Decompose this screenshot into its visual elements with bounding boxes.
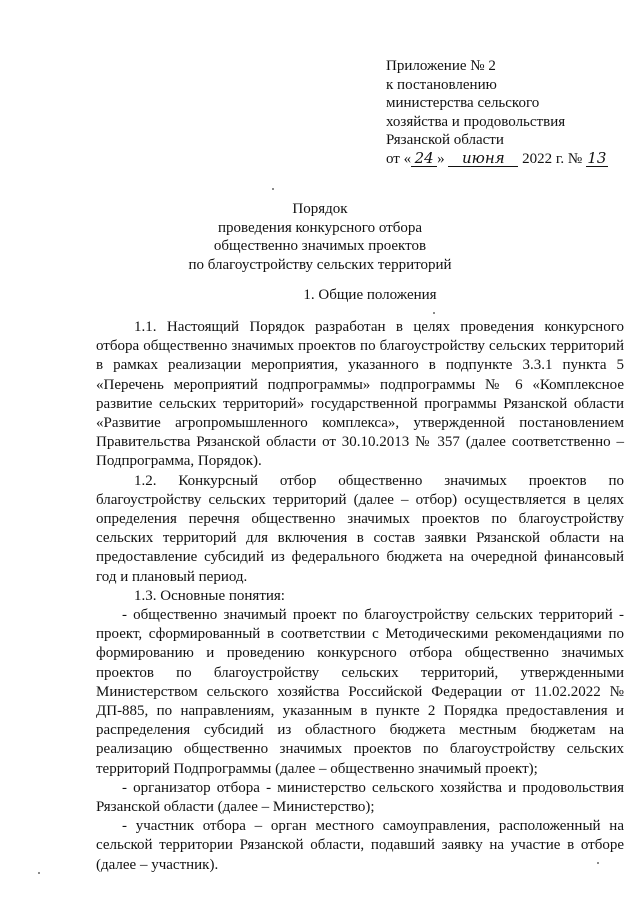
appendix-line-5: Рязанской области — [386, 132, 504, 149]
appendix-number: Приложение № 2 — [386, 58, 496, 74]
definition-participant: - участник отбора – орган местного самоуправления, расположенный на сельской территории Рязанской области, подавший заявку на участие в отборе (далее – участник). — [96, 818, 624, 873]
handwritten-day: 24 — [411, 151, 437, 167]
title-line-4: по благоустройству сельских территорий — [188, 256, 452, 273]
handwritten-number: 13 — [587, 148, 607, 167]
definition-organizer: - организатор отбора - министерство сельского хозяйства и продовольствия Рязанской области (далее – Министерство); — [96, 779, 624, 816]
scan-speck — [272, 188, 274, 190]
paragraph-1-2: 1.2. Конкурсный отбор общественно значимых проектов по благоустройству сельских территорий (далее – отбор) осуществляется в целях определения перечня общественно значимых проектов по благоустройству сельских территорий для включения в состав заявки Рязанской области на предоставление субсидий из федерального бюджета на очередной финансовый год и плановый период. — [96, 472, 624, 585]
document-body — [96, 318, 624, 875]
title-line-1: Порядок — [292, 201, 348, 217]
title-line-2: проведения конкурсного отбора — [218, 219, 422, 236]
scan-speck — [38, 872, 40, 874]
handwritten-month: июня — [448, 151, 518, 167]
date-quote-close: » — [437, 150, 445, 167]
section-heading: 1. Общие положения — [303, 287, 437, 303]
title-line-3: общественно значимых проектов — [213, 238, 427, 255]
definition-project: - общественно значимый проект по благоустройству сельских территорий - проект, сформированный в соответствии с Методическими рекомендациями по формированию и проведению конкурсного отбора общественно значимых проектов по благоустройству сельских территорий, утвержденными Министерством сельского хозяйства Российской Федерации от 11.02.2022 № ДП-885, по направлениям, указанным в пункте 2 Порядка предоставления и распределения субсидий из областного бюджета местным бюджетам на реализацию общественно значимых проектов по благоустройству сельских территорий Подпрограммы (далее – общественно значимый проект); — [96, 607, 624, 777]
date-year: 2022 г. № — [518, 150, 586, 167]
appendix-header — [386, 57, 626, 169]
paragraph-1-3: 1.3. Основные понятия: — [134, 587, 285, 604]
paragraph-1-1: 1.1. Настоящий Порядок разработан в целях проведения конкурсного отбора общественно значимых проектов по благоустройству сельских территорий в рамках реализации мероприятия, указанного в подпункте 3.3.1 пункта 5 «Перечень мероприятий подпрограммы» подпрограммы № 6 «Комплексное развитие сельских территорий» государственной программы Рязанской области «Развитие агропромышленного комплекса», утвержденной постановлением Правительства Рязанской области от 30.10.2013 № 357 (далее соответственно – Подпрограмма, Порядок). — [96, 319, 624, 470]
document-title — [0, 200, 640, 274]
appendix-line-3: министерства сельского — [386, 95, 540, 112]
appendix-line-2: к постановлению — [386, 76, 497, 93]
appendix-date-line — [386, 150, 626, 169]
date-prefix: от « — [386, 150, 412, 167]
scan-speck — [433, 312, 435, 314]
appendix-line-4: хозяйства и продовольствия — [386, 113, 566, 130]
